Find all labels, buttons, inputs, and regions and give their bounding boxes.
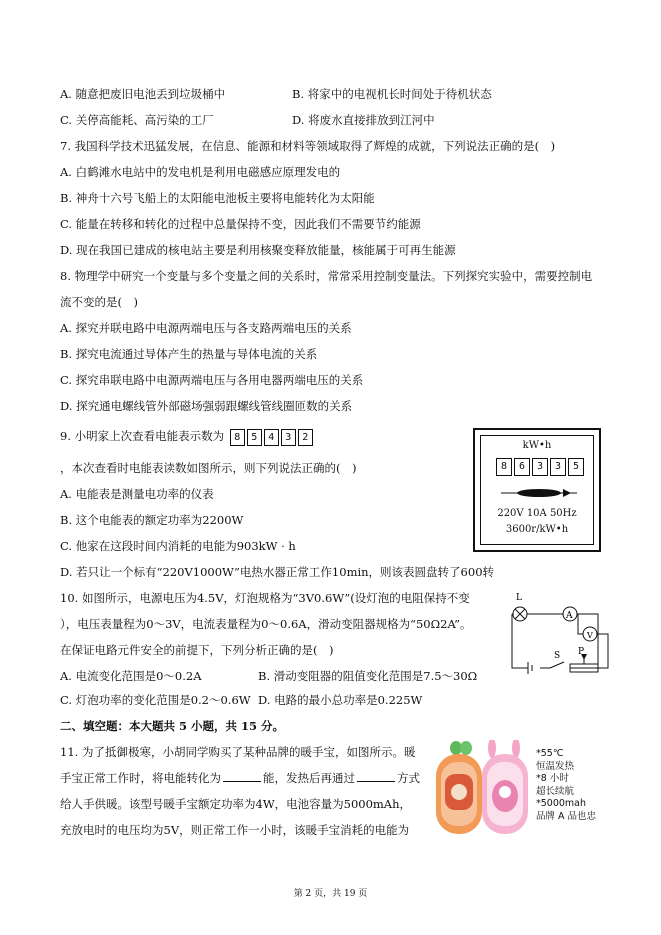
ear-icon xyxy=(488,740,496,758)
electric-meter-figure xyxy=(473,428,601,552)
circuit-diagram xyxy=(498,588,620,684)
q11-line2-part2: 能，发热后再通过 xyxy=(263,771,355,785)
q10-stem-line1: 10. 如图所示，电源电压为4.5V，灯泡规格为“3V0.6W”(设灯泡的电阻保持不变 xyxy=(60,591,470,605)
answer-blank[interactable] xyxy=(223,770,261,782)
q6-option-c: C. 关停高能耗、高污染的工厂 xyxy=(60,113,214,127)
q6-option-b: B. 将家中的电视机长时间处于待机状态 xyxy=(292,87,492,101)
hand-warmer-image xyxy=(430,740,532,840)
q10-stem-line2: ），电压表量程为0～3V，电流表量程为0～0.6A，滑动变阻器规格为“50Ω2A”。 xyxy=(60,617,472,631)
previous-reading-digit: 4 xyxy=(264,429,279,446)
meter-digit: 5 xyxy=(568,458,584,476)
slider-label: P xyxy=(578,647,585,657)
answer-blank[interactable] xyxy=(357,770,395,782)
q8-stem-line2: 流不变的是( ) xyxy=(60,295,138,309)
voltmeter-label: V xyxy=(587,631,593,640)
q9-option-c: C. 他家在这段时间内消耗的电能为903kW · h xyxy=(60,539,296,553)
previous-reading-digit: 5 xyxy=(247,429,262,446)
q11-line2-part1: 手宝正常工作时，将电能转化为 xyxy=(60,771,221,785)
meter-unit: kW•h xyxy=(522,440,552,451)
q6-option-a: A. 随意把废旧电池丢到垃圾桶中 xyxy=(60,87,226,101)
q9-option-d: D. 若只让一个标有“220V1000W”电热水器正常工作10min，则该表圆盘转了600转 xyxy=(60,565,495,579)
q11-line2-part3: 方式 xyxy=(397,771,420,785)
meter-digit: 3 xyxy=(550,458,566,476)
warmer-note: *55℃ xyxy=(536,748,564,759)
q11-line2 xyxy=(60,770,420,786)
q9-option-a: A. 电能表是测量电功率的仪表 xyxy=(60,487,214,501)
q9-stem-line1 xyxy=(60,428,315,446)
switch-label: S xyxy=(554,651,561,661)
meter-digit: 3 xyxy=(532,458,548,476)
warmer-note: 超长续航 xyxy=(536,785,575,797)
q10-option-b: B. 滑动变阻器的阻值变化范围是7.5～30Ω xyxy=(258,669,478,683)
q10-stem-line3: 在保证电路元件安全的前提下，下列分析正确的是( ) xyxy=(60,643,334,657)
ammeter-label: A xyxy=(566,611,573,621)
meter-face xyxy=(480,435,594,545)
q8-option-b: B. 探究电流通过导体产生的热量与导体电流的关系 xyxy=(60,347,318,361)
section-heading: 二、填空题：本大题共 5 小题，共 15 分。 xyxy=(60,719,285,733)
warmer-feature-notes xyxy=(536,748,596,823)
q8-option-a: A. 探究并联电路中电源两端电压与各支路两端电压的关系 xyxy=(60,321,352,335)
q7-option-b: B. 神舟十六号飞船上的太阳能电池板主要将电能转化为太阳能 xyxy=(60,191,375,205)
previous-reading-digit: 8 xyxy=(230,429,245,446)
q7-option-a: A. 白鹤滩水电站中的发电机是利用电磁感应原理发电的 xyxy=(60,165,341,179)
warmer-note: 品牌 A 品也忠 xyxy=(536,810,597,822)
meter-spec-constant: 3600r/kW•h xyxy=(505,524,569,535)
q7-option-d: D. 现在我国已建成的核电站主要是利用核聚变释放能量，核能属于可再生能源 xyxy=(60,243,456,257)
q11-line3: 给人手供暖。该型号暖手宝额定功率为4W，电池容量为5000mAh， xyxy=(60,797,412,811)
meter-reading xyxy=(496,458,586,476)
meter-spec-rating: 220V 10A 50Hz xyxy=(497,508,577,519)
q7-stem: 7. 我国科学技术迅猛发展，在信息、能源和材料等领域取得了辉煌的成就，下列说法正确的是( ) xyxy=(60,139,556,153)
previous-reading-digit: 2 xyxy=(298,429,313,446)
q8-option-c: C. 探究串联电路中电源两端电压与各用电器两端电压的关系 xyxy=(60,373,364,387)
q9-option-b: B. 这个电能表的额定功率为2200W xyxy=(60,513,244,527)
q7-option-c: C. 能量在转移和转化的过程中总量保持不变，因此我们不需要节约能源 xyxy=(60,217,421,231)
meter-digit: 6 xyxy=(514,458,530,476)
warmer-note: 恒温发热 xyxy=(536,760,575,772)
q10-option-d: D. 电路的最小总功率是0.225W xyxy=(258,693,423,707)
lamp-label: L xyxy=(516,593,522,603)
q9-stem-prefix: 9. 小明家上次查看电能表示数为 xyxy=(60,429,225,443)
warmer-note: *8 小时 xyxy=(536,773,569,784)
previous-reading-digit: 3 xyxy=(281,429,296,446)
q8-stem-line1: 8. 物理学中研究一个变量与多个变量之间的关系时，常常采用控制变量法。下列探究实验中，需要控制电 xyxy=(60,269,593,283)
q11-line4: 充放电时的电压均为5V，则正常工作一小时，该暖手宝消耗的电能为 xyxy=(60,823,410,837)
q10-option-c: C. 灯泡功率的变化范围是0.2～0.6W xyxy=(60,693,251,707)
page-footer: 第 2 页，共 19 页 xyxy=(293,889,368,899)
q10-option-a: A. 电流变化范围是0～0.2A xyxy=(60,669,202,683)
meter-disc-icon xyxy=(501,486,577,500)
meter-digit: 8 xyxy=(496,458,512,476)
q9-stem-line2: ，本次查看时电能表读数如图所示，则下列说法正确的( ) xyxy=(60,461,357,475)
q11-line1: 11. 为了抵御极寒，小胡同学购买了某种品牌的暖手宝，如图所示。暖 xyxy=(60,745,416,759)
q8-option-d: D. 探究通电螺线管外部磁场强弱跟螺线管线圈匝数的关系 xyxy=(60,399,353,413)
warmer-note: *5000mah xyxy=(536,798,587,809)
previous-reading-box xyxy=(230,429,315,446)
q6-option-d: D. 将废水直接排放到江河中 xyxy=(292,113,435,127)
